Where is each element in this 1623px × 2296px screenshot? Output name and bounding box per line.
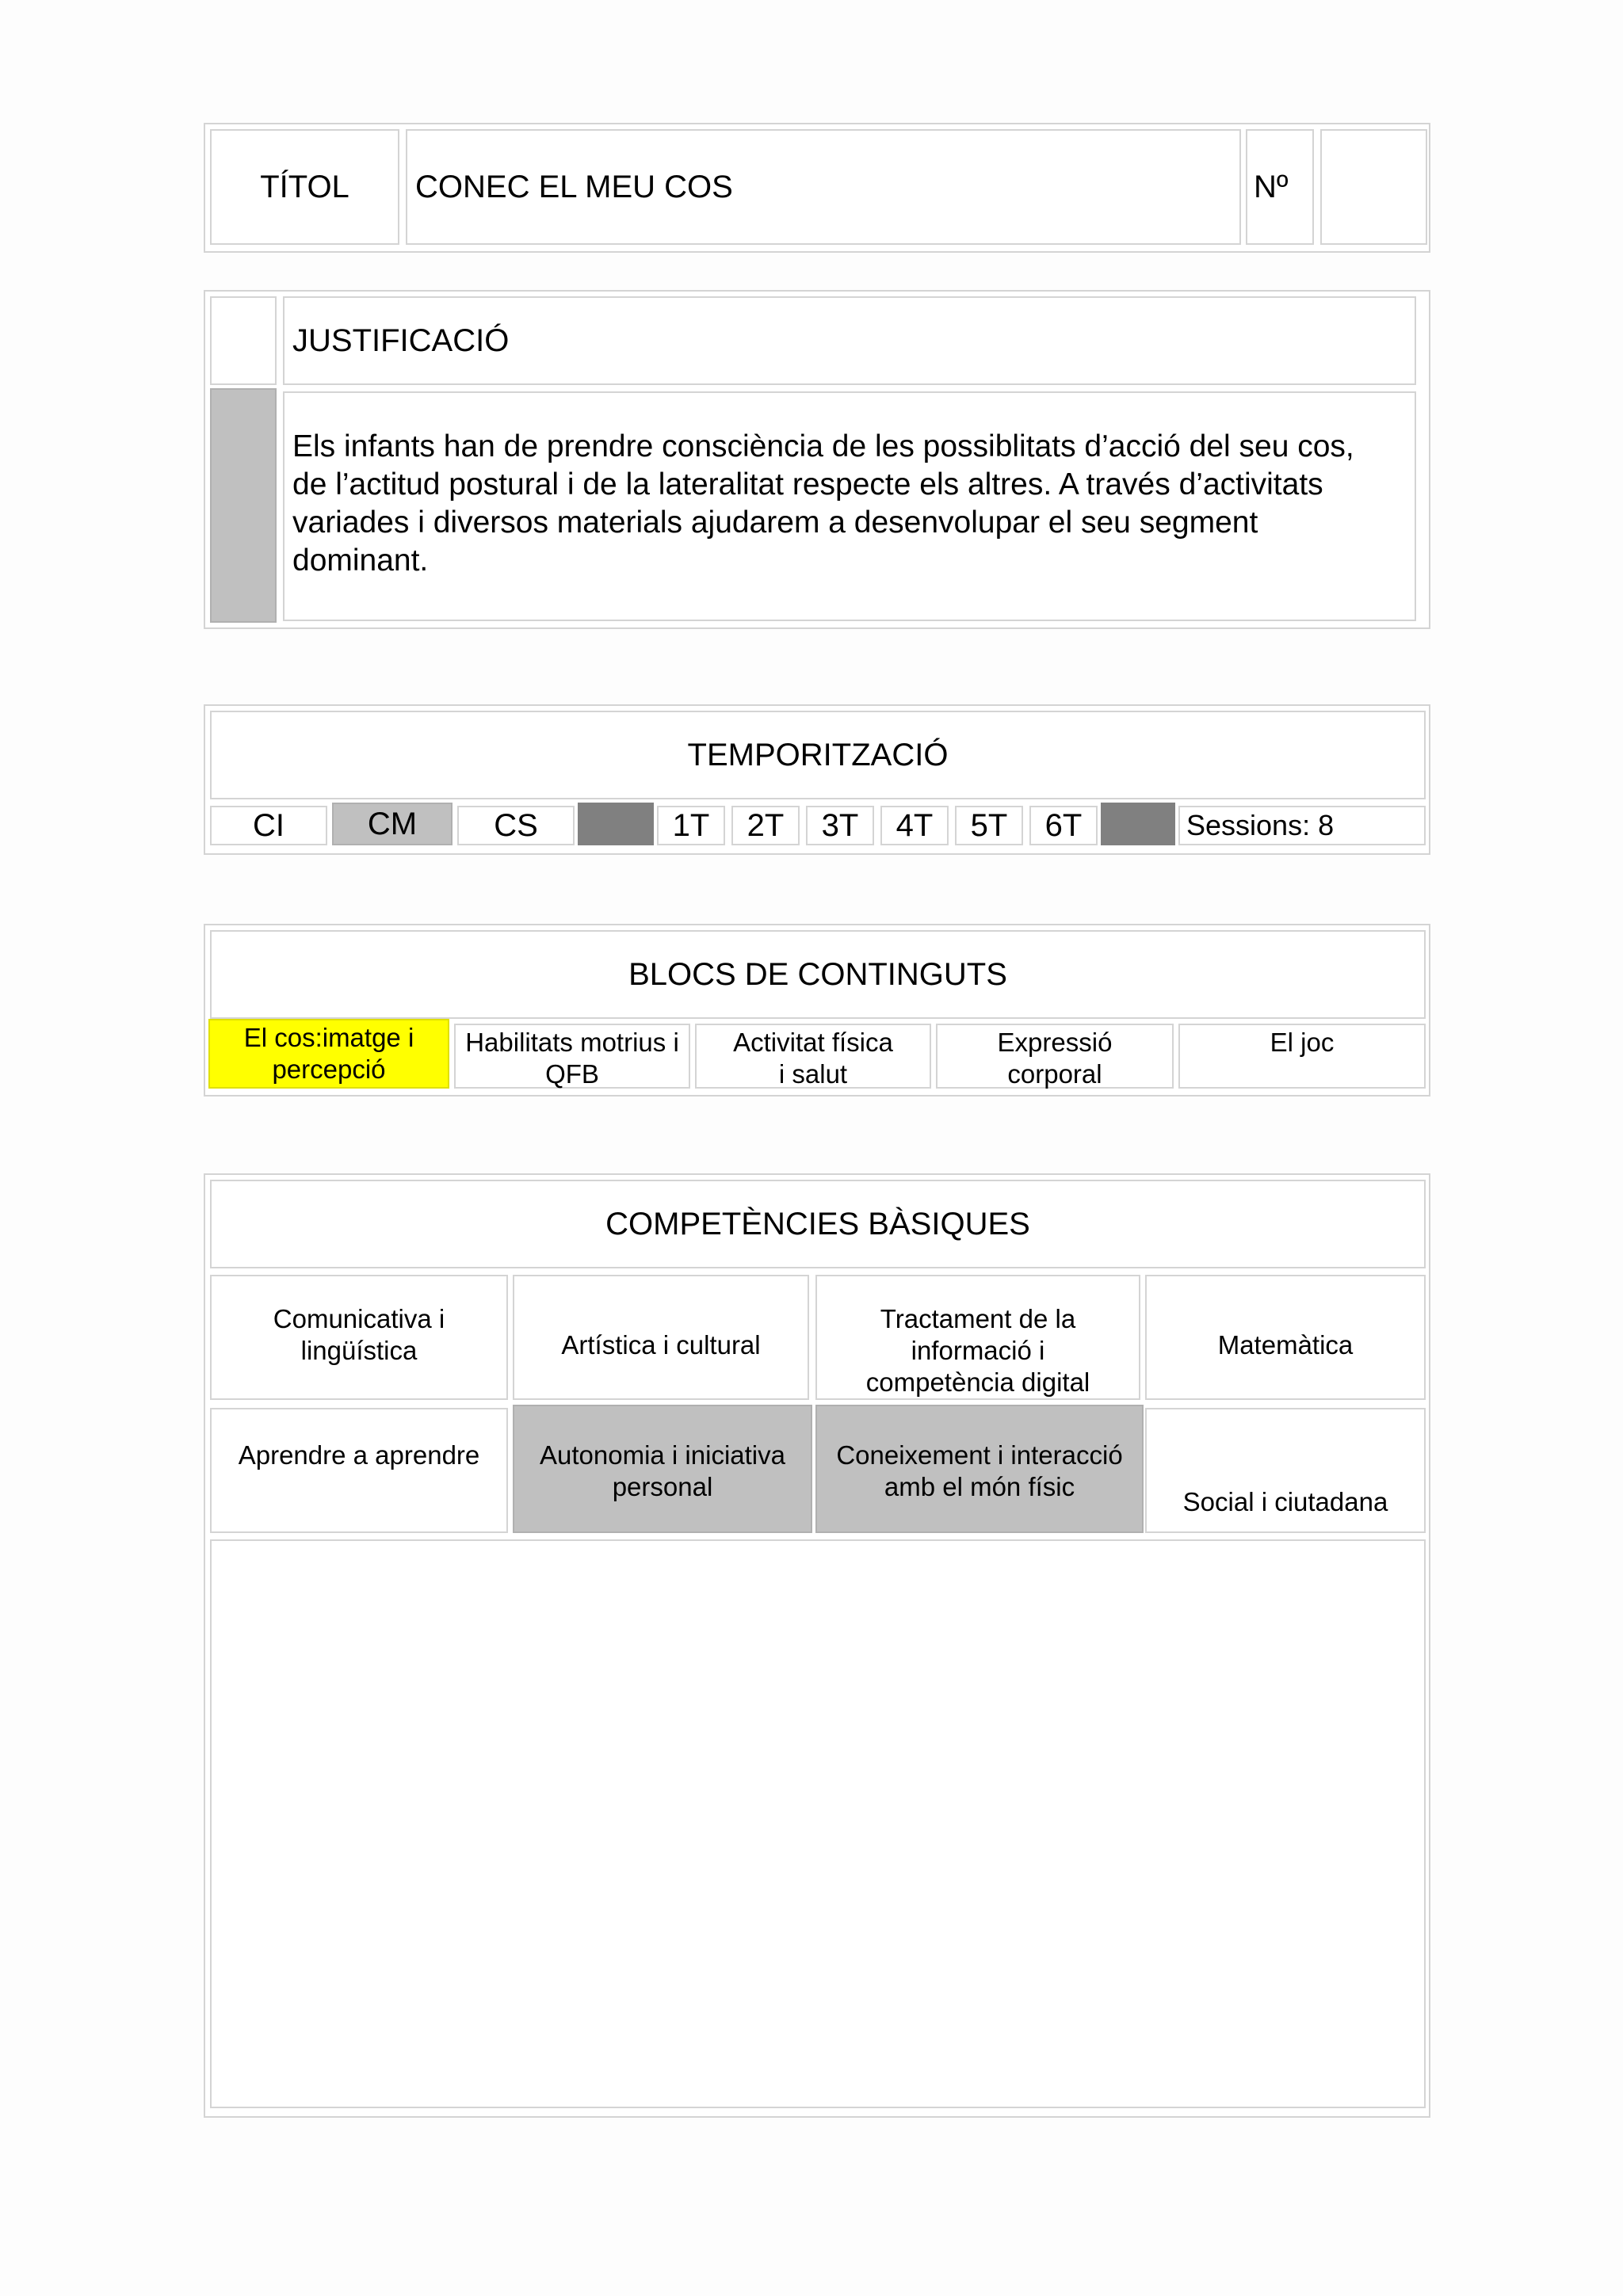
competencies-table [204,1173,1430,2118]
temporitzacio-heading: TEMPORITZACIÓ [210,711,1426,799]
cycle-cm: CM [332,803,453,845]
competencia-artistica: Artística i cultural [513,1275,809,1400]
separator-block [578,803,654,845]
bloc-item-joc: El joc [1178,1024,1426,1089]
justificacio-heading: JUSTIFICACIÓ [283,296,1416,385]
competencia-comunicativa: Comunicativa i lingüística [210,1275,508,1400]
number-label: Nº [1246,129,1314,245]
blocs-table [204,924,1430,1097]
competencia-coneixement: Coneixement i interacció amb el món físic [815,1405,1144,1533]
temporitzacio-table [204,704,1430,855]
competencies-notes-area [210,1539,1426,2108]
competencia-tractament: Tractament de la informació i competència digital [815,1275,1140,1400]
competencies-heading: COMPETÈNCIES BÀSIQUES [210,1180,1426,1268]
term-2t: 2T [731,806,800,845]
competencia-social: Social i ciutadana [1145,1408,1426,1533]
sessions-count: Sessions: 8 [1178,806,1426,845]
term-6t: 6T [1029,806,1098,845]
bloc-item-cos: El cos:imatge i percepció [208,1019,449,1089]
cycle-cs: CS [457,806,575,845]
term-3t: 3T [806,806,874,845]
bloc-item-habilitats: Habilitats motrius i QFB [454,1024,690,1089]
justificacio-side-marker [210,388,277,623]
justificacio-side-blank [210,296,277,385]
title-label: TÍTOL [210,129,399,245]
number-value [1320,129,1427,245]
term-1t: 1T [657,806,725,845]
title-value: CONEC EL MEU COS [406,129,1241,245]
competencia-autonomia: Autonomia i iniciativa personal [513,1405,812,1533]
bloc-item-activitat: Activitat física i salut [695,1024,931,1089]
justificacio-table [204,290,1430,629]
title-table [204,123,1430,253]
competencia-matematica: Matemàtica [1145,1275,1426,1400]
competencia-aprendre: Aprendre a aprendre [210,1408,508,1533]
separator-block-2 [1101,803,1175,845]
blocs-heading: BLOCS DE CONTINGUTS [210,930,1426,1019]
justificacio-text: Els infants han de prendre consciència de les possiblitats d’acció del seu cos, de l’actitud postural i de la lateralitat respecte els altres. A través d’activitats variades i diversos materials ajudarem a desenvolupar el seu segment dominant. [283,391,1416,621]
term-4t: 4T [880,806,949,845]
cycle-ci: CI [210,806,327,845]
bloc-item-expressio: Expressió corporal [936,1024,1174,1089]
term-5t: 5T [955,806,1023,845]
